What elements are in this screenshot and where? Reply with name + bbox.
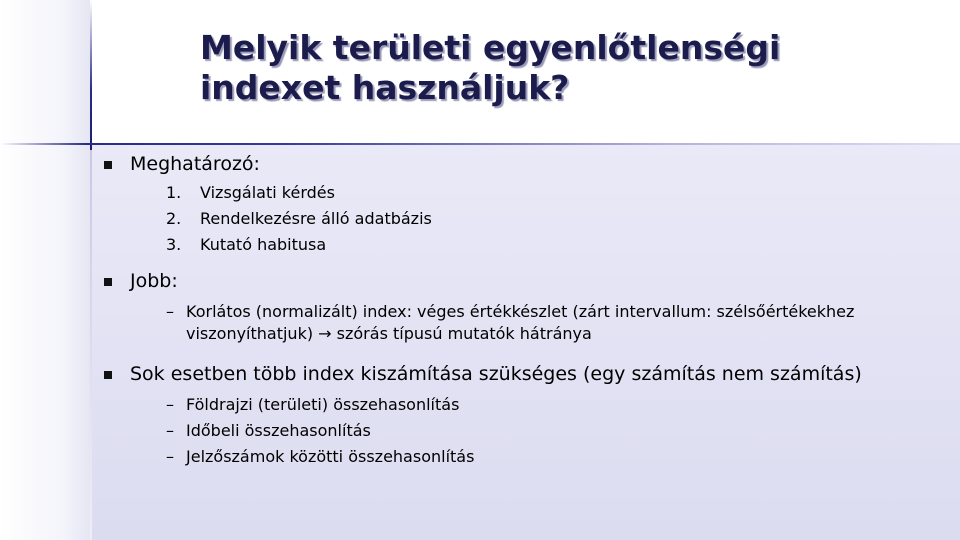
- list-item-text: Korlátos (normalizált) index: véges értékkészlet (zárt intervallum: szélsőértékekhez viszonyíthatjuk) → szórás típusú mutatók hátránya: [186, 302, 855, 343]
- list-item-text: Vizsgálati kérdés: [200, 183, 335, 202]
- vertical-accent-line: [90, 0, 92, 150]
- square-bullet-icon: [104, 278, 112, 286]
- list-item-text: Időbeli összehasonlítás: [186, 421, 371, 440]
- list-item: [130, 420, 948, 442]
- slide-title: [200, 28, 920, 107]
- list-item: [130, 394, 948, 416]
- horizontal-accent-line: [0, 143, 960, 145]
- vertical-accent-line-lower: [90, 150, 92, 540]
- bullet-sok-esetben: [103, 360, 948, 468]
- left-decor-band: [0, 0, 90, 540]
- dash-marker: –: [166, 395, 174, 414]
- list-item-text: Jelzőszámok közötti összehasonlítás: [186, 447, 475, 466]
- list-number: 3.: [166, 235, 182, 254]
- list-item-text: Kutató habitusa: [200, 235, 327, 254]
- list-item-text: Rendelkezésre álló adatbázis: [200, 209, 432, 228]
- bullet-label: Sok esetben több index kiszámítása szükséges (egy számítás nem számítás): [130, 363, 862, 385]
- list-item: [130, 301, 948, 345]
- list-number: 2.: [166, 209, 182, 228]
- dash-marker: –: [166, 421, 174, 440]
- bullet-label: Meghatározó:: [130, 153, 260, 175]
- bullet-meghatarozo: [103, 150, 948, 258]
- dash-marker: –: [166, 302, 174, 321]
- list-item-text: Földrajzi (területi) összehasonlítás: [186, 395, 460, 414]
- slide-title-line-2: indexet használjuk?: [200, 67, 570, 107]
- bullet-jobb: [103, 267, 948, 345]
- list-item: [130, 232, 948, 258]
- dash-marker: –: [166, 447, 174, 466]
- list-number: 1.: [166, 183, 182, 202]
- bullet-label: Jobb:: [130, 270, 178, 292]
- list-item: [130, 446, 948, 468]
- list-item: [130, 206, 948, 232]
- square-bullet-icon: [104, 371, 112, 379]
- list-item: [130, 180, 948, 206]
- slide-title-line-1: Melyik területi egyenlőtlenségi: [200, 28, 781, 67]
- numbered-list: [130, 180, 948, 258]
- dash-list: [130, 394, 948, 468]
- dash-list: [130, 301, 948, 345]
- square-bullet-icon: [104, 161, 112, 169]
- slide-body: [103, 147, 948, 472]
